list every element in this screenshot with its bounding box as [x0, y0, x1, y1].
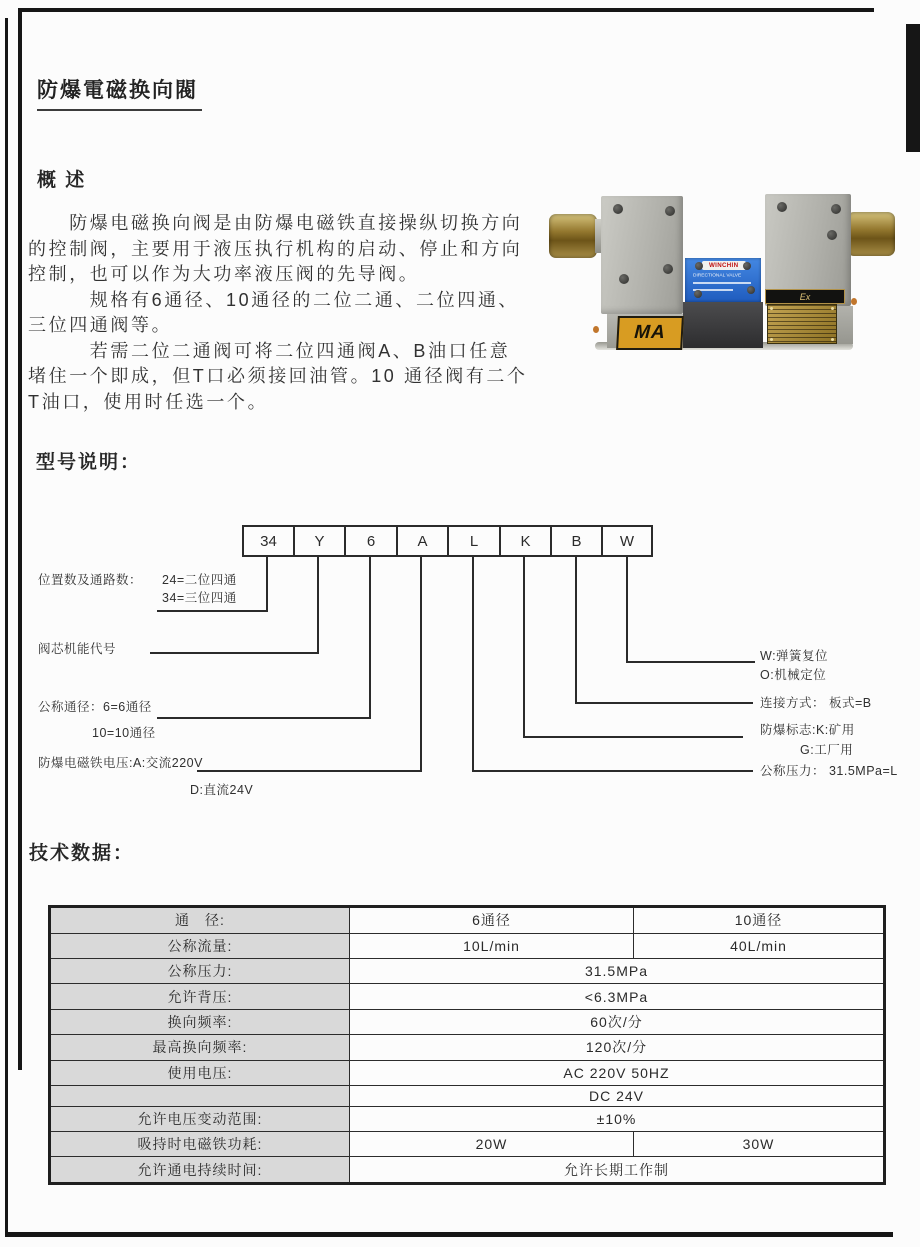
page-border-bottom	[5, 1232, 893, 1237]
table-row	[50, 1106, 885, 1131]
tech-table-body	[50, 907, 885, 1184]
value-cell-span: 允许长期工作制	[350, 1157, 885, 1184]
value-cell-span: ±10%	[350, 1106, 885, 1131]
row-label-cell	[50, 1085, 350, 1106]
code-box-3: 6	[344, 525, 396, 557]
label-position-ways-opt2: 34=三位四通	[162, 591, 237, 605]
label-diameter-line1: 公称通径：6=6通径	[38, 700, 152, 714]
connector-line	[157, 610, 268, 612]
value-cell-span: AC 220V 50HZ	[350, 1060, 885, 1085]
table-row	[50, 907, 885, 934]
connector-line	[157, 717, 371, 719]
connector-line	[472, 557, 474, 770]
table-row	[50, 1009, 885, 1034]
label-diameter-line2: 10=10通径	[92, 726, 156, 740]
connector-line	[575, 702, 753, 704]
value-cell: 30W	[634, 1131, 885, 1156]
label-spool-code: 阀芯机能代号	[38, 642, 117, 656]
connector-line	[626, 557, 628, 661]
connector-line	[197, 770, 422, 772]
code-box-1: 34	[242, 525, 293, 557]
overview-heading: 概 述	[37, 170, 87, 191]
row-label-cell: 允许电压变动范围:	[50, 1106, 350, 1131]
value-cell: 10通径	[634, 907, 885, 934]
page-title: 防爆電磁换向閥	[37, 74, 202, 111]
value-cell: 10L/min	[350, 933, 634, 958]
connector-line	[523, 736, 743, 738]
table-row	[50, 1131, 885, 1156]
table-row	[50, 1085, 885, 1106]
code-box-2: Y	[293, 525, 344, 557]
overview-line: 的控制阀，主要用于液压执行机构的启动、停止和方向	[28, 238, 523, 259]
label-connection: 连接方式： 板式=B	[760, 696, 872, 710]
value-cell: 40L/min	[634, 933, 885, 958]
row-label-cell: 公称压力:	[50, 959, 350, 984]
overview-line: 防爆电磁换向阀是由防爆电磁铁直接操纵切换方向	[28, 213, 523, 233]
overview-line: T油口，使用时任选一个。	[28, 391, 269, 412]
table-row	[50, 1060, 885, 1085]
label-title-text: DIRECTIONAL VALVE	[693, 272, 742, 279]
value-cell: 20W	[350, 1131, 634, 1156]
table-row	[50, 984, 885, 1009]
overview-line: 若需二位二通阀可将二位四通阀A、B油口任意	[28, 340, 511, 361]
code-box-7: B	[550, 525, 601, 557]
tech-heading: 技术数据：	[29, 843, 135, 864]
value-cell-span: DC 24V	[350, 1085, 885, 1106]
connector-line	[420, 557, 422, 770]
connector-line	[626, 661, 755, 663]
label-ex-mark-line1: 防爆标志:K:矿用	[760, 723, 855, 737]
ex-mark-text: Ex	[799, 291, 811, 302]
row-label-cell: 公称流量:	[50, 933, 350, 958]
model-heading: 型号说明：	[36, 452, 142, 473]
value-cell-span: <6.3MPa	[350, 984, 885, 1009]
row-label-cell: 允许背压:	[50, 984, 350, 1009]
ma-badge-text: MA	[633, 322, 667, 343]
connector-line	[472, 770, 753, 772]
row-label-cell: 吸持时电磁铁功耗:	[50, 1131, 350, 1156]
overview-line: 控制，也可以作为大功率液压阀的先导阀。	[28, 264, 420, 284]
row-label-cell: 使用电压:	[50, 1060, 350, 1085]
label-position-ways-opt1: 24=二位四通	[162, 573, 237, 587]
row-label-cell: 通 径:	[50, 907, 350, 934]
connector-line	[266, 557, 268, 610]
value-cell-span: 120次/分	[350, 1035, 885, 1060]
table-row	[50, 933, 885, 958]
table-row	[50, 959, 885, 984]
row-label-cell: 最高换向频率:	[50, 1035, 350, 1060]
code-box-6: K	[499, 525, 550, 557]
tech-table	[48, 905, 886, 1185]
row-label-cell: 换向频率:	[50, 1009, 350, 1034]
connector-line	[150, 652, 319, 654]
label-reset-opt2: O:机械定位	[760, 668, 827, 682]
label-ex-mark-line2: G:工厂用	[800, 743, 854, 757]
overview-line: 规格有6通径、10通径的二位二通、二位四通、	[28, 289, 520, 310]
code-box-5: L	[447, 525, 499, 557]
connector-line	[369, 557, 371, 717]
label-position-ways: 位置数及通路数：	[38, 573, 143, 587]
label-voltage-line1: 防爆电磁铁电压:A:交流220V	[38, 756, 203, 770]
connector-line	[575, 557, 577, 702]
value-cell: 6通径	[350, 907, 634, 934]
code-box-8: W	[601, 525, 653, 557]
connector-line	[317, 557, 319, 652]
table-row	[50, 1035, 885, 1060]
row-label-cell: 允许通电持续时间:	[50, 1157, 350, 1184]
brand-text: WINCHIN	[709, 262, 739, 269]
overview-line: 堵住一个即成，但T口必须接回油管。10 通径阀有二个	[28, 366, 528, 386]
table-row	[50, 1157, 885, 1184]
connector-line	[523, 557, 525, 736]
label-reset-opt1: W:弹簧复位	[760, 649, 829, 663]
label-pressure: 公称压力： 31.5MPa=L	[760, 764, 898, 778]
value-cell-span: 31.5MPa	[350, 959, 885, 984]
overview-line: 三位四通阀等。	[28, 315, 173, 335]
code-box-4: A	[396, 525, 447, 557]
label-voltage-line2: D:直流24V	[190, 783, 254, 797]
value-cell-span: 60次/分	[350, 1009, 885, 1034]
